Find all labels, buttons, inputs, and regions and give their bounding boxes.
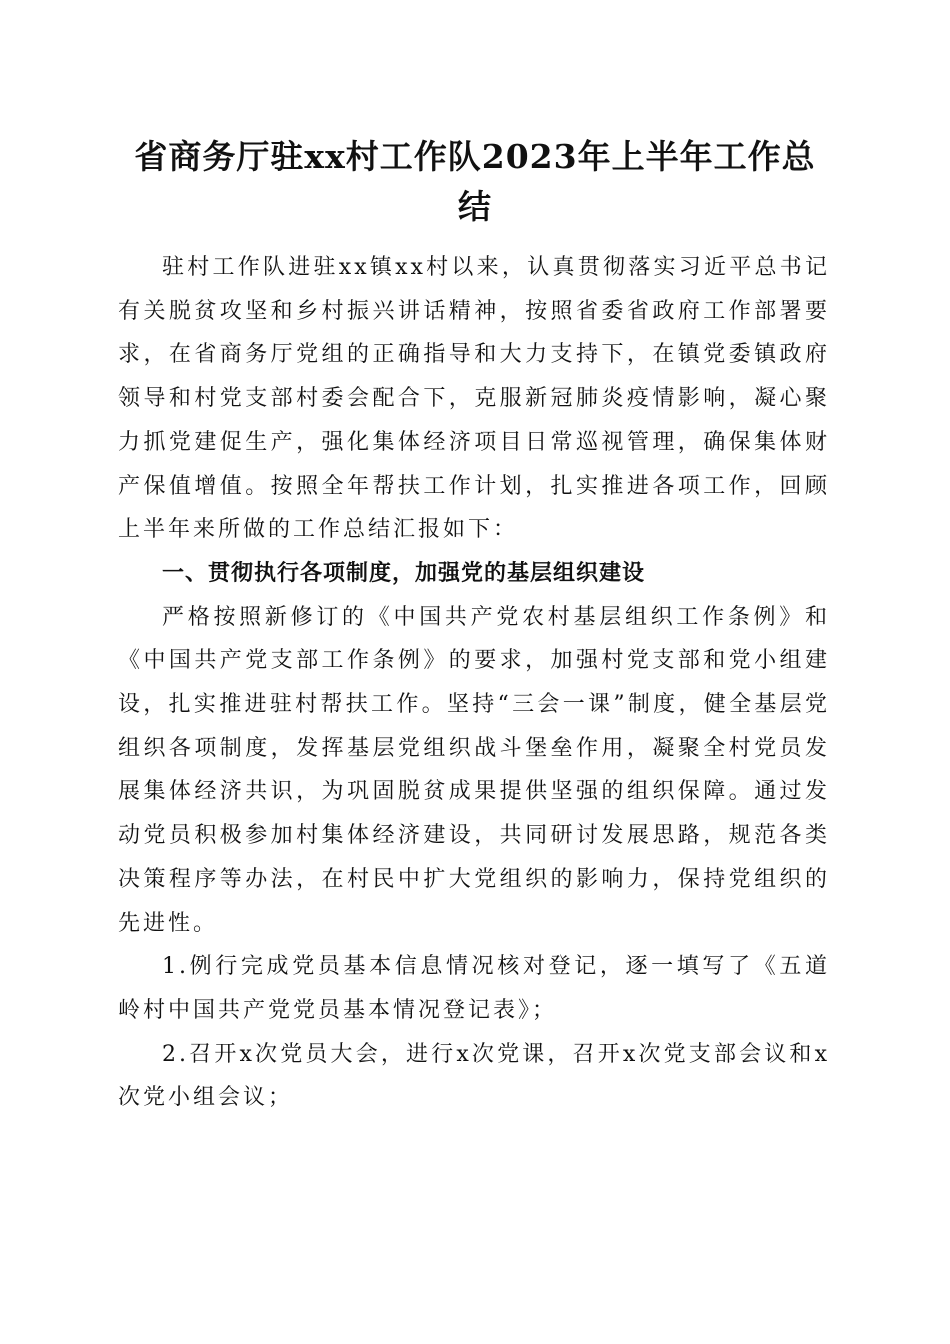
document-body <box>118 246 830 1120</box>
list-item: 1.例行完成党员基本信息情况核对登记，逐一填写了《五道岭村中国共产党党员基本情况登记表》； <box>118 954 830 1023</box>
intro-paragraph: 驻村工作队进驻xx镇xx村以来，认真贯彻落实习近平总书记有关脱贫攻坚和乡村振兴讲话精神，按照省委省政府工作部署要求，在省商务厅党组的正确指导和大力支持下，在镇党委镇政府领导和村党支部村委会配合下，克服新冠肺炎疫情影响，凝心聚力抓党建促生产，强化集体经济项目日常巡视管理，确保集体财产保值增值。按照全年帮扶工作计划，扎实推进各项工作，回顾上半年来所做的工作总结汇报如下： <box>118 255 830 543</box>
document-title: 省商务厅驻xx村工作队2023年上半年工作总结 <box>134 137 816 226</box>
section-paragraph: 严格按照新修订的《中国共产党农村基层组织工作条例》和《中国共产党支部工作条例》的要求，加强村党支部和党小组建设，扎实推进驻村帮扶工作。坚持“三会一课”制度，健全基层党组织各项制度，发挥基层党组织战斗堡垒作用，凝聚全村党员发展集体经济共识，为巩固脱贫成果提供坚强的组织保障。通过发动党员积极参加村集体经济建设，共同研讨发展思路，规范各类决策程序等办法，在村民中扩大党组织的影响力，保持党组织的先进性。 <box>118 604 830 936</box>
list-item: 2.召开x次党员大会，进行x次党课，召开x次党支部会议和x次党小组会议； <box>118 1041 830 1111</box>
section-heading: 一、贯彻执行各项制度，加强党的基层组织建设 <box>162 560 646 586</box>
